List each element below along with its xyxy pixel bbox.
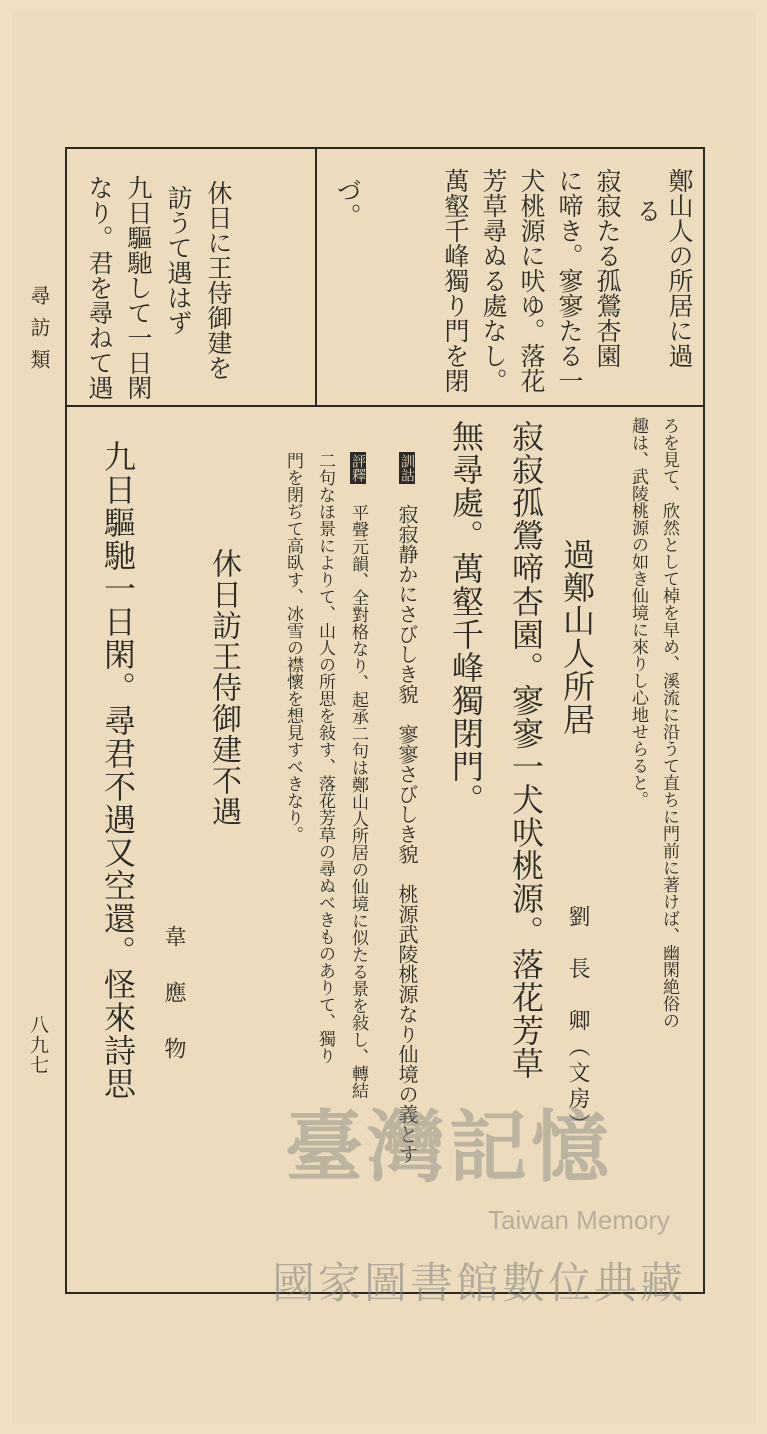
translation-line: 訪うて遇はず (164, 185, 193, 335)
translation-line: づ。 (333, 178, 362, 228)
page-number: 八九七 (27, 1015, 49, 1075)
translation-title: 鄭山人の所居に過 (665, 168, 694, 368)
translation-line: 九日驅馳して一日閑 (124, 175, 153, 400)
watermark-library: 國家圖書館數位典藏 (272, 1259, 686, 1309)
running-head: 尋訪類 (27, 285, 51, 381)
section-divider (65, 405, 705, 407)
poem-line: 寂寂孤鶯啼杏園。寥寥一犬吠桃源。落花芳草 (507, 420, 545, 1080)
poem-title: 過鄭山人所居 (558, 538, 596, 736)
poem-line: 無尋處。萬壑千峰獨閉門。 (447, 420, 485, 816)
continued-text: 趣は、武陵桃源の如き仙境に來りし心地せらると。 (628, 417, 648, 808)
translation-line: 萬壑千峰獨り門を閉 (441, 168, 470, 393)
watermark-english: Taiwan Memory (488, 1205, 671, 1235)
kunko-label: 訓詁 (399, 454, 415, 482)
poem-author: 劉 長 卿（文房） (565, 905, 590, 1139)
translation-line: 寂寂たる孤鶯杏園 (593, 168, 622, 368)
translation-line: る (633, 198, 662, 223)
kunko-section (397, 452, 417, 1164)
translation-line: なり。君を尋ねて遇 (85, 175, 114, 400)
translation-line: に啼き。寥寥たる一 (555, 168, 584, 393)
poem-author: 韋 應 物 (161, 925, 186, 1065)
translation-line: 犬桃源に吠ゆ。落花 (517, 168, 546, 393)
commentary-line: 門を閉ぢて高臥す、冰雪の襟懷を想見すべきなり。 (283, 452, 303, 843)
upper-column-divider (315, 147, 317, 405)
watermark-logo: 臺灣記憶 (285, 1102, 614, 1193)
continued-text: ろを見て、欣然として棹を早め、溪流に沿うて直ちに門前に著けば、幽閑絶俗の (659, 417, 679, 1029)
hyoshaku-label: 評釋 (350, 454, 366, 482)
commentary-line: 二句なほ景によりて、山人の所思を敍す、落花芳草の尋ぬべきものありて、獨り (315, 452, 335, 1064)
kunko-text: 寂寂静かにさびしき貌 寥寥さびしき貌 桃源武陵桃源なり仙境の義とす (395, 504, 419, 1164)
poem-line: 九日驅馳一日閑。尋君不遇又空還。怪來詩思 (99, 440, 137, 1100)
translation-title: 休日に王侍御建を (204, 180, 233, 380)
commentary-line: 平聲元韻、全對格なり、起承二句は鄭山人所居の仙境に似たる景を敍し、轉結 (348, 504, 368, 1099)
poem-title: 休日訪王侍御建不遇 (206, 548, 241, 827)
hyoshaku-section (349, 452, 366, 1099)
translation-line: 芳草尋ぬる處なし。 (479, 168, 508, 393)
